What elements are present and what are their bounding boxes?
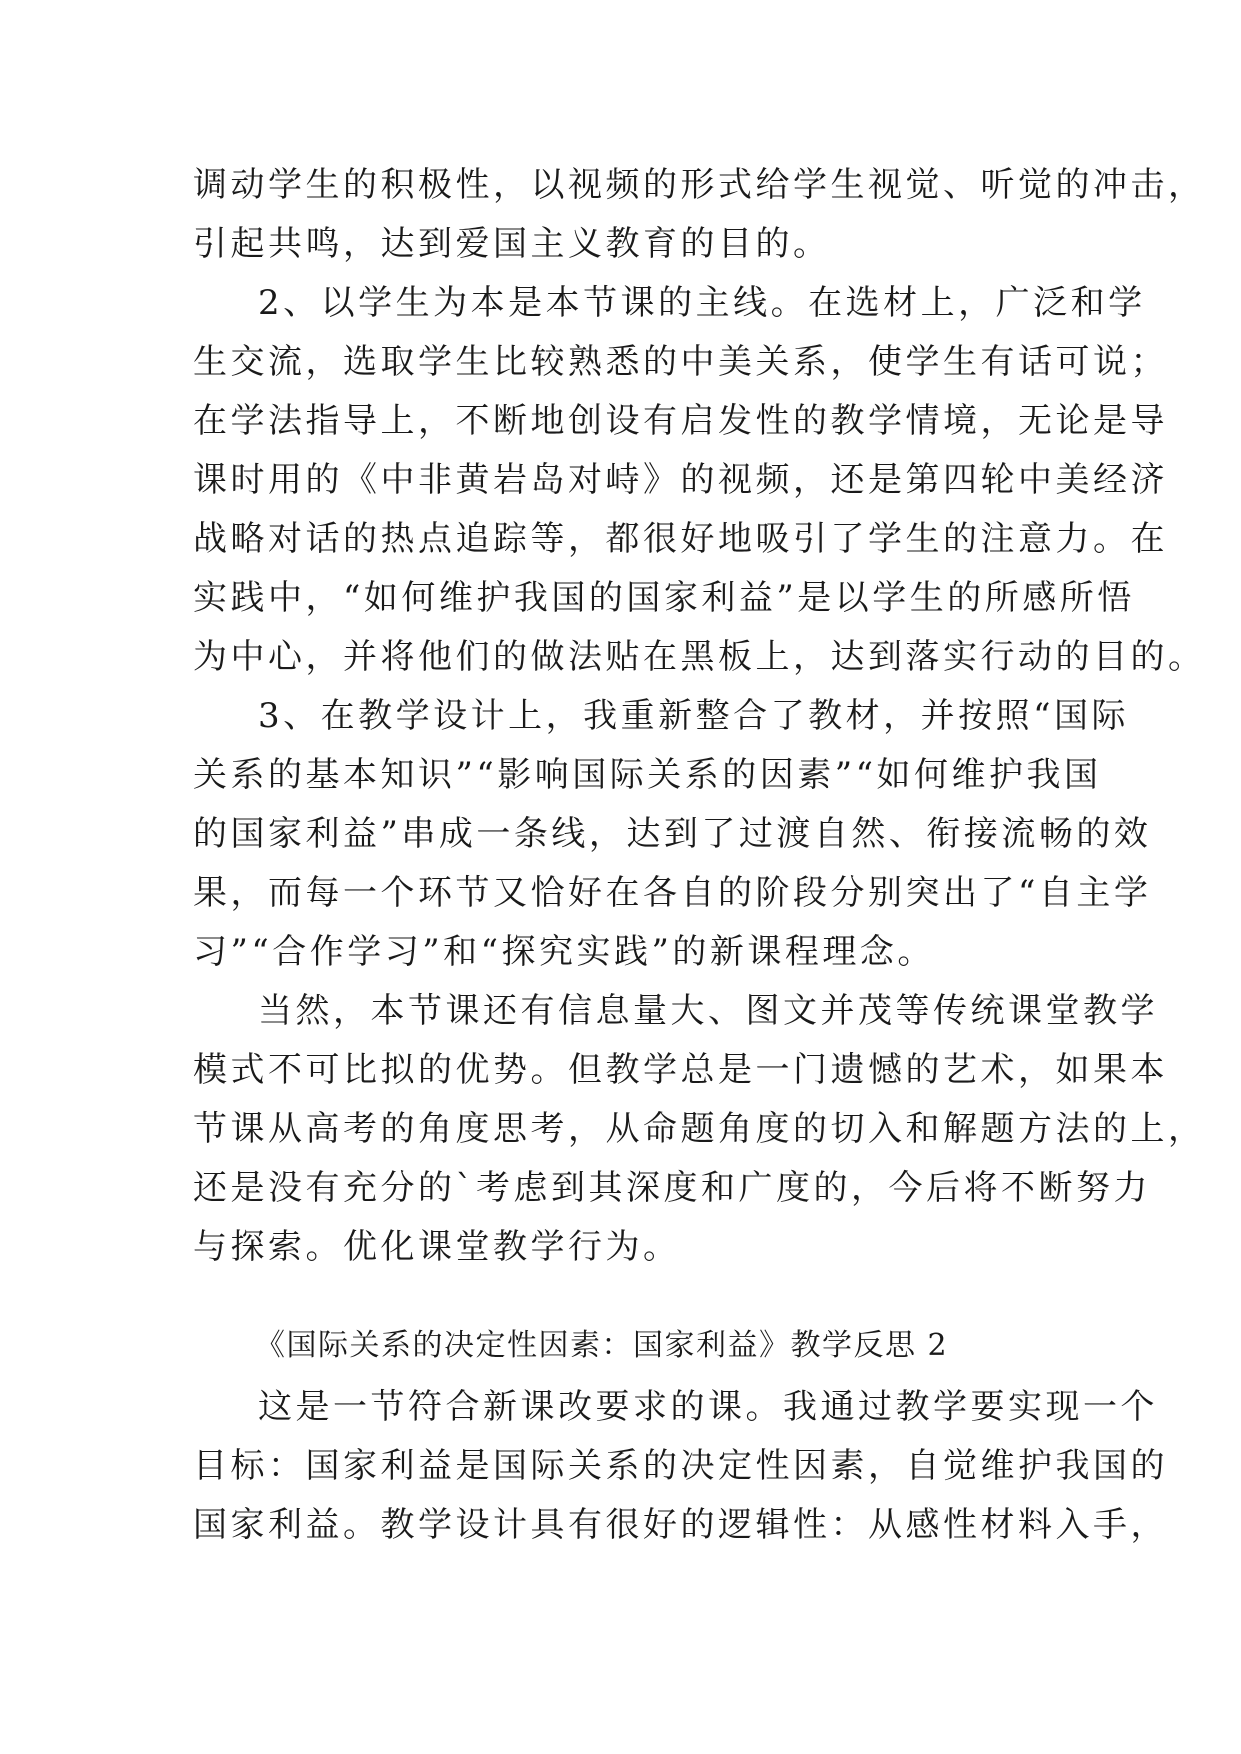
- paragraph-2-line-3: 在学法指导上，不断地创设有启发性的教学情境，无论是导: [193, 401, 1168, 441]
- paragraph-5-line-3: 国家利益。教学设计具有很好的逻辑性：从感性材料入手，: [193, 1505, 1168, 1545]
- paragraph-5-line-2: 目标：国家利益是国际关系的决定性因素，自觉维护我国的: [193, 1446, 1168, 1486]
- paragraph-4-line-2: 模式不可比拟的优势。但教学总是一门遗憾的艺术，如果本: [193, 1050, 1168, 1090]
- paragraph-3-line-3: 的国家利益”串成一条线，达到了过渡自然、衔接流畅的效: [193, 814, 1152, 854]
- paragraph-2-line-4: 课时用的《中非黄岩岛对峙》的视频，还是第四轮中美经济: [193, 460, 1168, 500]
- paragraph-3-line-2: 关系的基本知识”“影响国际关系的因素”“如何维护我国: [193, 755, 1102, 795]
- paragraph-4-line-5: 与探索。优化课堂教学行为。: [193, 1227, 681, 1267]
- paragraph-2-line-7: 为中心，并将他们的做法贴在黑板上，达到落实行动的目的。: [193, 637, 1206, 677]
- section-title: 《国际关系的决定性因素：国家利益》教学反思 2: [255, 1328, 949, 1363]
- paragraph-3-line-4: 果，而每一个环节又恰好在各自的阶段分别突出了“自主学: [193, 873, 1152, 913]
- paragraph-2-line-1: 2、以学生为本是本节课的主线。在选材上，广泛和学: [258, 283, 1146, 323]
- paragraph-4-line-4: 还是没有充分的`考虑到其深度和广度的，今后将不断努力: [193, 1168, 1151, 1208]
- paragraph-2-line-5: 战略对话的热点追踪等，都很好地吸引了学生的注意力。在: [193, 519, 1168, 559]
- paragraph-2-line-2: 生交流，选取学生比较熟悉的中美关系，使学生有话可说；: [193, 342, 1168, 382]
- paragraph-2-line-6: 实践中，“如何维护我国的国家利益”是以学生的所感所悟: [193, 578, 1135, 618]
- paragraph-4-line-3: 节课从高考的角度思考，从命题角度的切入和解题方法的上，: [193, 1109, 1206, 1149]
- paragraph-3-line-1: 3、在教学设计上，我重新整合了教材，并按照“国际: [258, 696, 1130, 736]
- paragraph-3-line-5: 习”“合作学习”和“探究实践”的新课程理念。: [193, 932, 935, 972]
- paragraph-4-line-1: 当然，本节课还有信息量大、图文并茂等传统课堂教学: [258, 991, 1158, 1031]
- paragraph-1-line-2: 引起共鸣，达到爱国主义教育的目的。: [193, 224, 831, 264]
- paragraph-1-line-1: 调动学生的积极性，以视频的形式给学生视觉、听觉的冲击，: [193, 165, 1206, 205]
- paragraph-5-line-1: 这是一节符合新课改要求的课。我通过教学要实现一个: [258, 1387, 1158, 1427]
